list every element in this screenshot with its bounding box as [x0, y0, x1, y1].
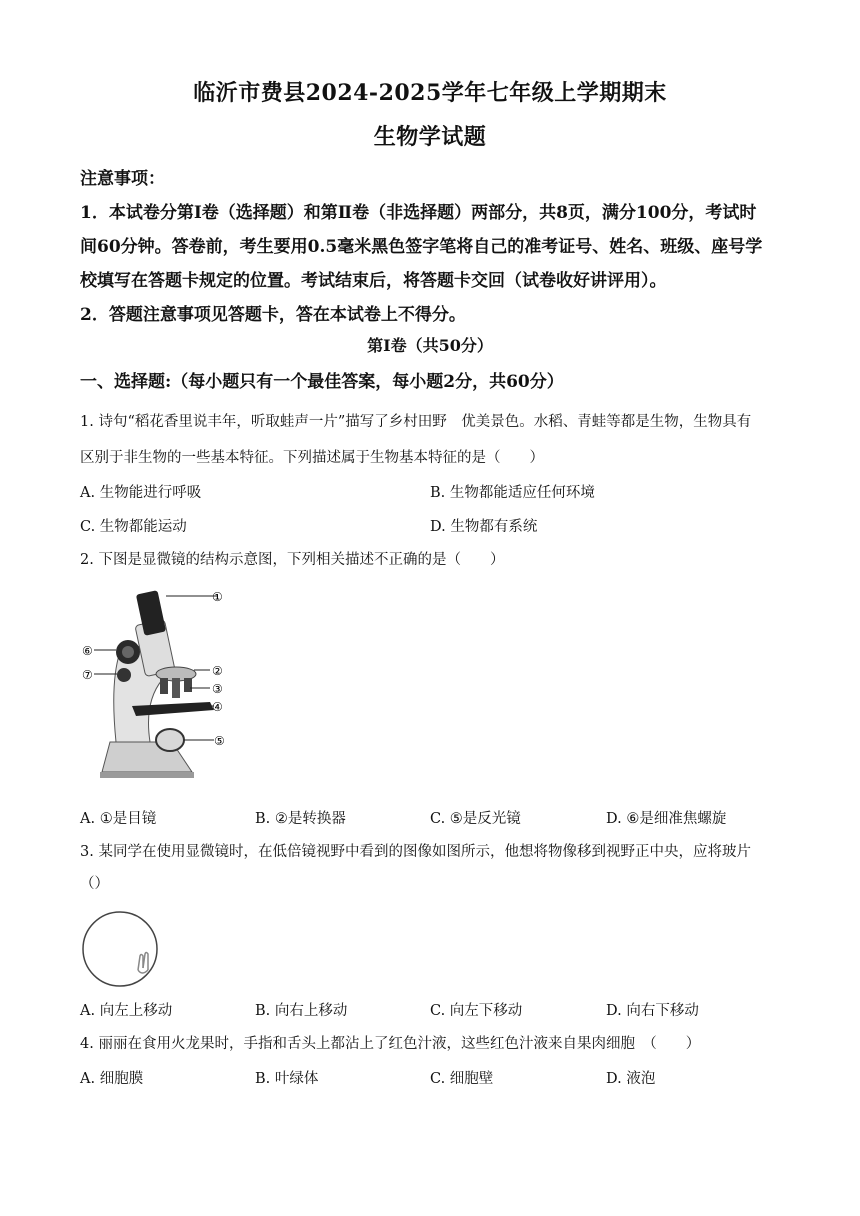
q3-stem-line1: 3. 某同学在使用显微镜时，在低倍镜视野中看到的图像如图所示，他想将物像移到视野正中央，应将玻片	[80, 844, 751, 860]
q4-option-c[interactable]: C. 细胞壁	[430, 1071, 494, 1087]
callout-3: ③	[212, 682, 223, 696]
q1-stem-line2: 区别于非生物的一些基本特征。下列描述属于生物基本特征的是（ ）	[80, 450, 544, 466]
q2-option-b[interactable]: B. ②是转换器	[255, 811, 346, 827]
q2-option-d[interactable]: D. ⑥是细准焦螺旋	[606, 811, 727, 827]
callout-7: ⑦	[82, 668, 93, 682]
exam-subtitle: 生物学试题	[373, 124, 487, 150]
notice-item2: 2．答题注意事项见答题卡，答在本试卷上不得分。	[80, 305, 466, 325]
notice-item1-line2: 间60分钟。答卷前，考生要用0.5毫米黑色签字笔将自己的准考证号、姓名、班级、座号学	[80, 237, 763, 257]
q1-option-a[interactable]: A. 生物能进行呼吸	[80, 485, 202, 501]
q3-stem-line2: （）	[80, 876, 109, 892]
notice-item1-line1: 1．本试卷分第Ⅰ卷（选择题）和第Ⅱ卷（非选择题）两部分，共8页，满分100分，考试时	[80, 203, 757, 223]
exam-title: 临沂市费县2024-2025学年七年级上学期期末	[193, 80, 667, 106]
section-heading: 一、选择题:（每小题只有一个最佳答案，每小题2分，共60分）	[80, 372, 564, 392]
q3-option-b[interactable]: B. 向右上移动	[255, 1003, 348, 1019]
q4-option-a[interactable]: A. 细胞膜	[80, 1071, 144, 1087]
notice-item1-line3: 校填写在答题卡规定的位置。考试结束后，将答题卡交回（试卷收好讲评用）。	[80, 271, 667, 291]
q3-option-a[interactable]: A. 向左上移动	[80, 1003, 173, 1019]
q1-option-c[interactable]: C. 生物都能运动	[80, 519, 187, 535]
q3-option-c[interactable]: C. 向左下移动	[430, 1003, 523, 1019]
microscope-diagram-icon	[80, 582, 250, 782]
q4-stem: 4. 丽丽在食用火龙果时，手指和舌头上都沾上了红色汁液，这些红色汁液来自果肉细胞 （ ）	[80, 1036, 701, 1052]
q4-option-d[interactable]: D. 液泡	[606, 1071, 656, 1087]
callout-5: ⑤	[214, 734, 225, 748]
q4-option-b[interactable]: B. 叶绿体	[255, 1071, 319, 1087]
callout-2: ②	[212, 664, 223, 678]
q3-option-d[interactable]: D. 向右下移动	[606, 1003, 699, 1019]
callout-4: ④	[212, 700, 223, 714]
notice-heading: 注意事项：	[80, 169, 165, 189]
q2-option-c[interactable]: C. ⑤是反光镜	[430, 811, 521, 827]
q1-option-b[interactable]: B. 生物都能适应任何环境	[430, 485, 595, 501]
q1-stem-line1: 1. 诗句“稻花香里说丰年，听取蛙声一片”描写了乡村田野 优美景色。水稻、青蛙等都是生物，生物具有	[80, 414, 752, 430]
q2-stem: 2. 下图是显微镜的结构示意图，下列相关描述不正确的是（ ）	[80, 552, 505, 568]
callout-6: ⑥	[82, 644, 93, 658]
q2-option-a[interactable]: A. ①是目镜	[80, 811, 157, 827]
q1-option-d[interactable]: D. 生物都有系统	[430, 519, 538, 535]
part1-heading: 第Ⅰ卷（共50分）	[367, 336, 493, 355]
field-of-view-icon	[78, 910, 164, 990]
callout-1: ①	[212, 590, 223, 604]
